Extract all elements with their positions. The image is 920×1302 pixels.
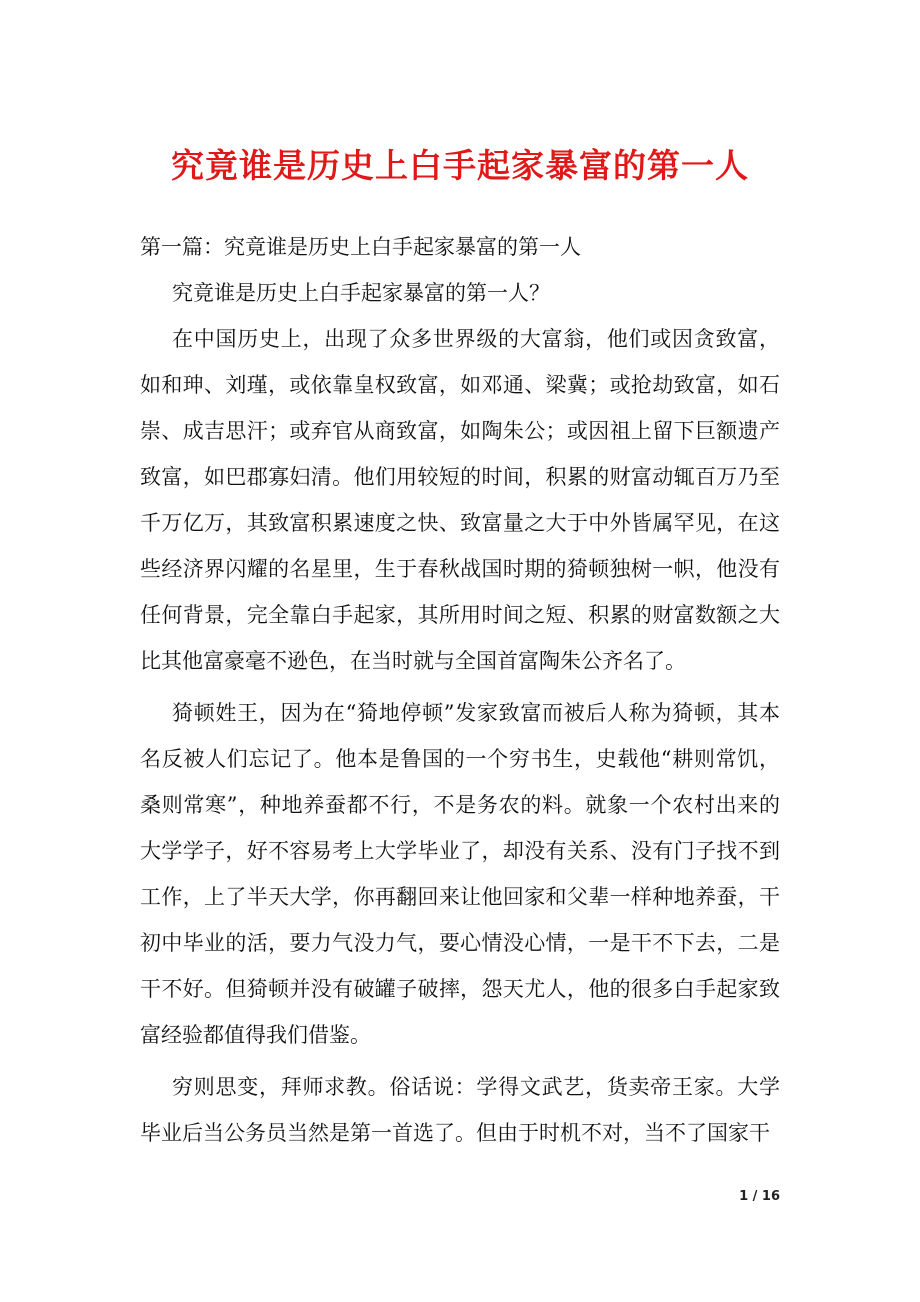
document-title: 究竟谁是历史上白手起家暴富的第一人 — [171, 146, 749, 185]
paragraph: 猗顿姓王，因为在“猗地停顿”发家致富而被后人称为猗顿，其本名反被人们忘记了。他本是鲁国的一个穷书生，史载他“耕则常饥，桑则常寒”，种地养蚕都不行，不是务农的料。就象一个农村出来的大学学子，好不容易考上大学毕业了，却没有关系、没有门子找不到工作，上了半天大学，你再翻回来让他回家和父辈一样种地养蚕，干初中毕业的活，要力气没力气，要心情没心情，一是干不下去，二是干不好。但猗顿并没有破罐子破摔，怨天尤人，他的很多白手起家致富经验都值得我们借鉴。 — [140, 701, 780, 1047]
paragraph-question: 究竟谁是历史上白手起家暴富的第一人？ — [172, 281, 550, 305]
page-number: 1 / 16 — [739, 1189, 780, 1204]
paragraph: 穷则思变，拜师求教。俗话说：学得文武艺，货卖帝王家。大学毕业后当公务员当然是第一首选了。但由于时机不对，当不了国家干 — [140, 1075, 780, 1145]
document-body — [140, 224, 780, 1156]
section-heading: 第一篇：究竟谁是历史上白手起家暴富的第一人 — [140, 235, 581, 259]
paragraph: 在中国历史上，出现了众多世界级的大富翁，他们或因贪致富，如和珅、刘瑾，或依靠皇权致富，如邓通、梁冀；或抢劫致富，如石崇、成吉思汗；或弃官从商致富，如陶朱公；或因祖上留下巨额遗产致富，如巴郡寡妇清。他们用较短的时间，积累的财富动辄百万乃至千万亿万，其致富积累速度之快、致富量之大于中外皆属罕见，在这些经济界闪耀的名星里，生于春秋战国时期的猗顿独树一帜，他没有任何背景，完全靠白手起家，其所用时间之短、积累的财富数额之大比其他富豪毫不逊色，在当时就与全国首富陶朱公齐名了。 — [140, 327, 780, 673]
